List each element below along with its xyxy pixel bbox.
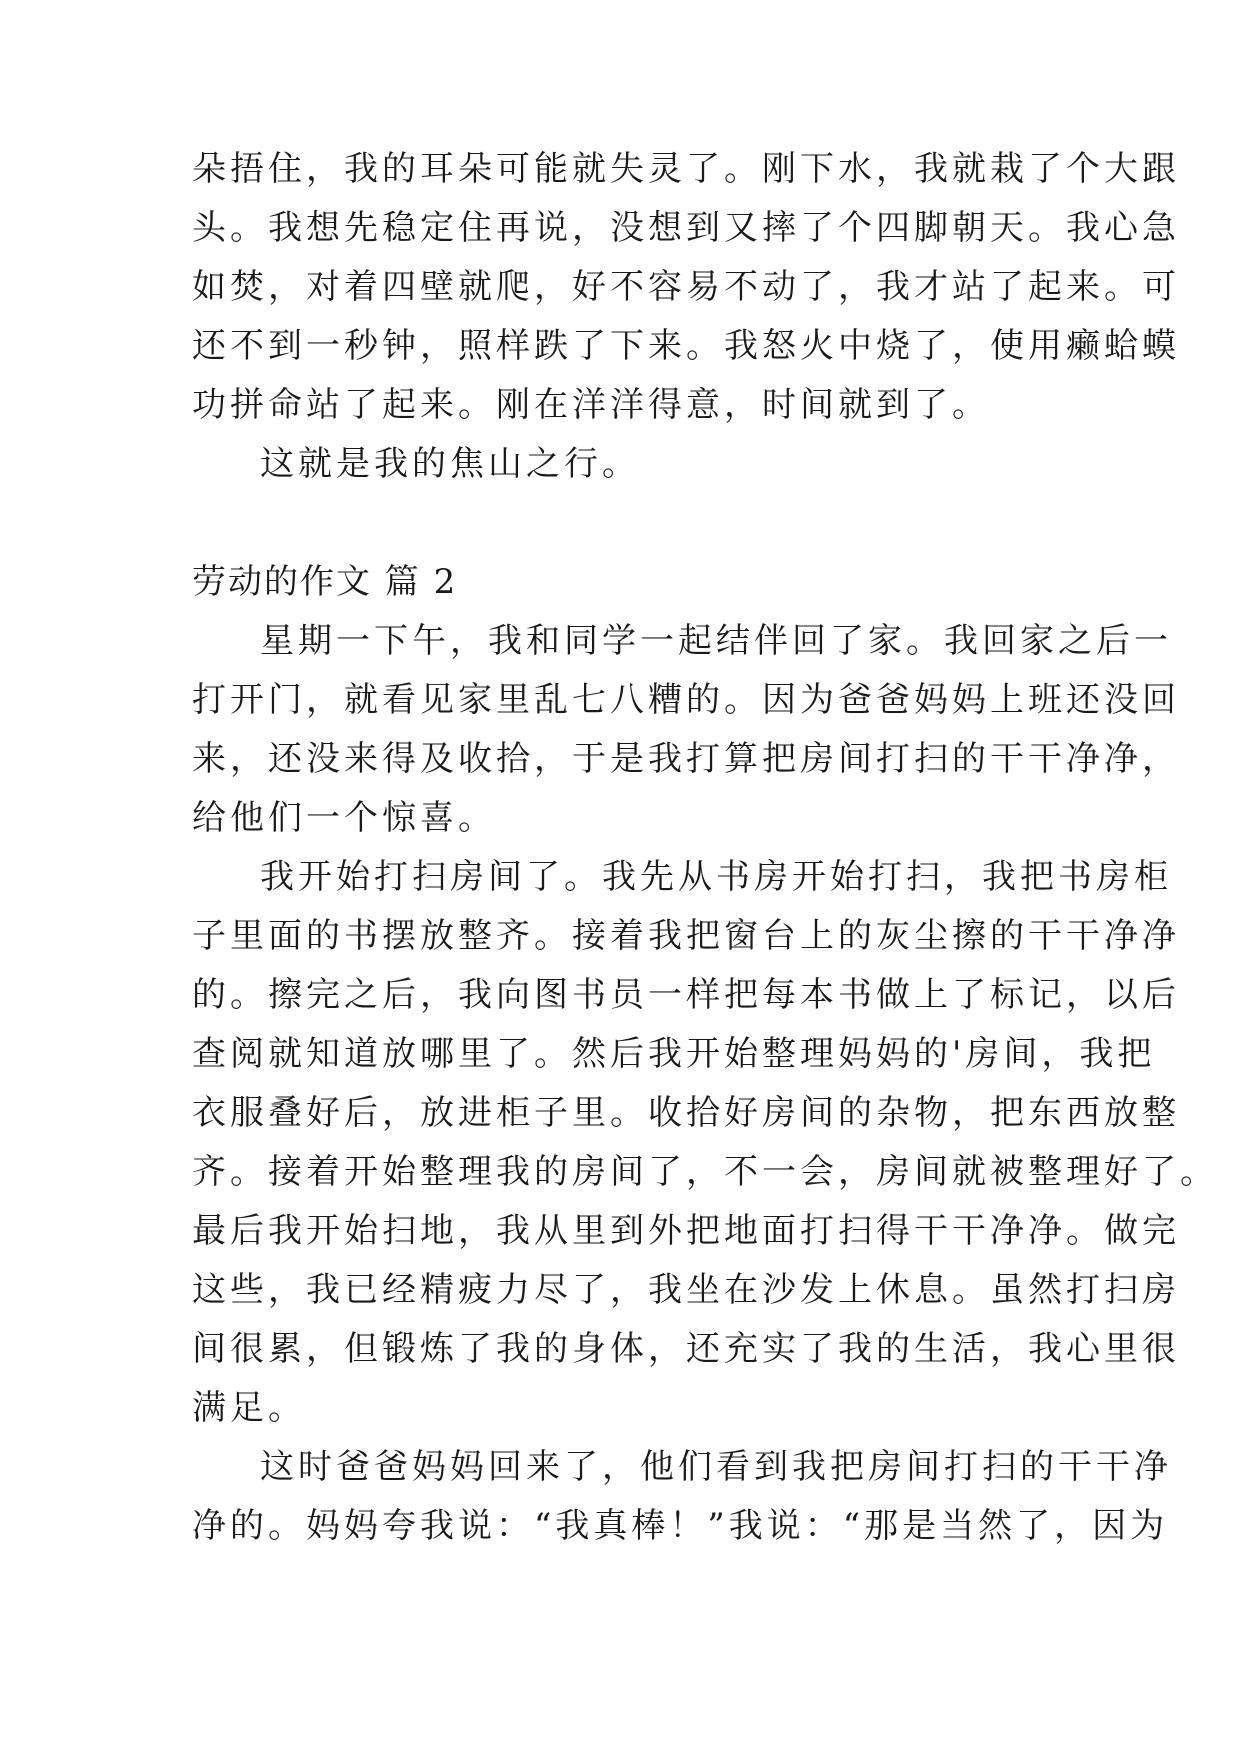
text-line: 来，还没来得及收拾，于是我打算把房间打扫的干干净净， xyxy=(192,739,1180,779)
text-line: 满足。 xyxy=(192,1388,306,1428)
text-line: 衣服叠好后，放进柜子里。收拾好房间的杂物，把东西放整 xyxy=(192,1093,1180,1133)
text-line: 头。我想先稳定住再说，没想到又摔了个四脚朝天。我心急 xyxy=(192,208,1180,248)
text-line: 的。擦完之后，我向图书员一样把每本书做上了标记，以后 xyxy=(192,975,1180,1015)
text-line: 功拼命站了起来。刚在洋洋得意，时间就到了。 xyxy=(192,385,990,425)
text-line: 如焚，对着四壁就爬，好不容易不动了，我才站了起来。可 xyxy=(192,267,1180,307)
paragraph-continuation xyxy=(192,140,1180,435)
text-line: 打开门，就看见家里乱七八糟的。因为爸爸妈妈上班还没回 xyxy=(192,680,1180,720)
closing-sentence: 这就是我的焦山之行。 xyxy=(260,444,640,484)
paragraph-3 xyxy=(192,1438,1172,1556)
text-line: 查阅就知道放哪里了。然后我开始整理妈妈的'房间，我把 xyxy=(192,1034,1156,1074)
text-line: 我开始打扫房间了。我先从书房开始打扫，我把书房柜 xyxy=(260,857,1172,897)
paragraph-1 xyxy=(192,612,1180,848)
section-gap xyxy=(192,494,1072,553)
text-line: 最后我开始扫地，我从里到外把地面打扫得干干净净。做完 xyxy=(192,1211,1180,1251)
text-line: 朵捂住，我的耳朵可能就失灵了。刚下水，我就栽了个大跟 xyxy=(192,149,1180,189)
document-body xyxy=(192,140,1218,1556)
text-line: 间很累，但锻炼了我的身体，还充实了我的生活，我心里很 xyxy=(192,1329,1180,1369)
paragraph-2 xyxy=(192,848,1218,1438)
text-line: 这时爸爸妈妈回来了，他们看到我把房间打扫的干干净 xyxy=(260,1447,1172,1487)
text-line: 还不到一秒钟，照样跌了下来。我怒火中烧了，使用癞蛤蟆 xyxy=(192,326,1180,366)
text-line: 这些，我已经精疲力尽了，我坐在沙发上休息。虽然打扫房 xyxy=(192,1270,1180,1310)
text-line: 齐。接着开始整理我的房间了，不一会，房间就被整理好了。 xyxy=(192,1152,1218,1192)
text-line: 子里面的书摆放整齐。接着我把窗台上的灰尘擦的干干净净 xyxy=(192,916,1180,956)
text-line: 净的。妈妈夸我说：“我真棒！”我说：“那是当然了，因为 xyxy=(192,1506,1169,1546)
text-line: 星期一下午，我和同学一起结伴回了家。我回家之后一 xyxy=(260,621,1172,661)
essay-heading: 劳动的作文 篇 2 xyxy=(192,562,458,602)
text-line: 给他们一个惊喜。 xyxy=(192,798,496,838)
